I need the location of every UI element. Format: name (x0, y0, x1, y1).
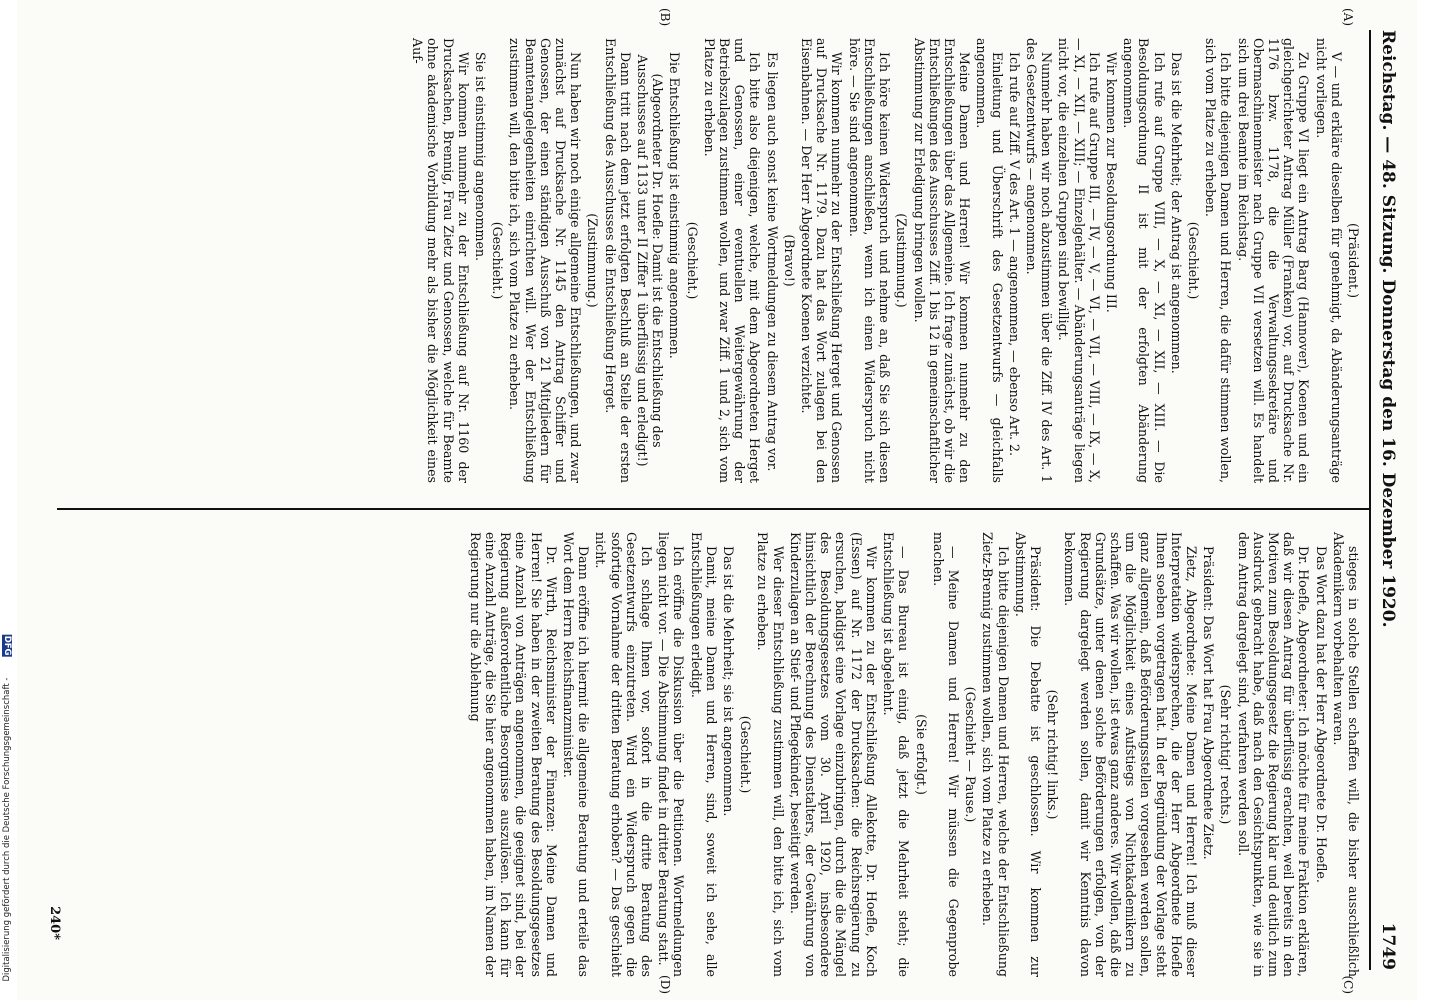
paragraph: Ich rufe auf Gruppe III, — IV, — V, — VI, — VII, — VIII, — IX, — X, — XI, — XII, — XIII; — Einzelgehälter. — Abänderungsanträge liegen nicht vor, die einzelnen Gruppen sind bewilligt. (1056, 38, 1102, 483)
paragraph: (Abgeordneter Dr. Hoefle: Damit ist die Entschließung des Ausschusses auf 1133 unter II Ziffer 1 überflüssig und erledigt!) (635, 54, 666, 467)
paragraph: (Geschieht.) (490, 221, 506, 300)
paragraph: Meine Damen und Herren! Wir kommen nunmehr zu den Entschließungen über das Allgemeine. Ich frage zunächst, ob wir die Entschließungen des Ausschusses Ziff. 1 bis 12 in gemeinschaftlicher Abstimmung zur Erledigung bringen wollen. (911, 38, 973, 483)
paragraph: Nunmehr haben wir noch abzustimmen über die Ziff. IV des Art. 1 des Gesetzentwurfs — angenommen. (1023, 38, 1055, 483)
paragraph: Ich rufe auf Ziff. V des Art. 1 — angenommen, — ebenso Art. 2. (1006, 52, 1022, 457)
paragraph: Präsident: Das Wort hat Frau Abgeordnete Zietz. (1201, 546, 1217, 860)
paragraph: Es liegen auch sonst keine Wortmeldungen zu diesem Antrag vor. (764, 52, 780, 472)
paragraph: (Geschieht — Pause.) (963, 686, 979, 823)
paragraph: (Sie erfolgt.) (913, 714, 929, 795)
paragraph: Einleitung und Überschrift des Gesetzentwurfs — gleichfalls angenommen. (974, 38, 1005, 483)
dfg-logo: DFG (2, 636, 12, 657)
paragraph: Wir kommen zur Besoldungsordnung III. (1103, 52, 1119, 313)
credit-text: Digitalisierung gefördert durch die Deutsche Forschungsgemeinschaft - (2, 678, 12, 982)
paragraph: Ich bitte diejenigen Damen und Herren, welche der Entschließung Zietz-Brennig zustimmen wollen, sich vom Platze zu erheben. (980, 532, 1011, 977)
margin-mark-d: (D) (658, 975, 672, 994)
paragraph: Wir kommen nunmehr zu der Entschließung auf Nr. 1160 der Drucksachen, Brennig, Frau Zietz und Genossen, welche für Beamte ohne akademische Vorbildung mehr als bisher die Möglichkeit eines Auf- (410, 38, 471, 483)
paragraph: Dr. Wirth, Reichsminister der Finanzen: Meine Damen und Herren! Sie haben in der zweiten Beratung des Besoldungsgesetzes eine Anzahl von Anträgen angenommen, die geeignet sind, bei der Regierung außerordentliche Besorgnisse auszulösen. Ich kann für eine Anzahl Anträge, die Sie hier angenommen haben, im Namen der Regierung nur die Ablehnung (467, 532, 559, 977)
right-column (466, 532, 1361, 977)
paragraph: (Geschieht.) (1185, 221, 1201, 300)
margin-mark-b: (B) (658, 8, 672, 27)
paragraph: Nun haben wir noch einige allgemeine Entschließungen, und zwar zunächst auf Drucksache Nr. 1145 den Antrag Schiffer und Genossen, der einen ständigen Ausschuß von 21 Mitgliedern für Beamtenangelegenheiten einrichten will. Wer der Entschließung zustimmen will, den bitte ich, sich vom Platze zu erheben. (507, 38, 584, 483)
margin-mark-c: (C) (1341, 975, 1355, 994)
paragraph: — Das Bureau ist einig, daß jetzt die Mehrheit steht; die Entschließung ist abgelehnt. (881, 532, 912, 977)
paragraph: Ich schlage Ihnen vor, sofort in die dritte Beratung des Gesetzentwurfs einzutreten. Wird ein Widerspruch gegen die sofortige Vornahme der dritten Beratung erhoben? — Das geschieht nicht. (593, 532, 655, 977)
paragraph: (Zustimmung.) (585, 213, 601, 308)
column-divider (57, 508, 1369, 510)
paragraph: Die Entschließung ist einstimmig angenommen. (667, 52, 683, 359)
rotated-page (17, 0, 1417, 1000)
paragraph: Dann tritt nach dem jetzt erfolgten Beschluß an Stelle der ersten Entschließung des Ausschusses die Entschließung Herget. (602, 38, 633, 483)
paragraph: Ich bitte diejenigen Damen und Herren, die dafür stimmen wollen, sich vom Platze zu erheben. (1203, 38, 1234, 483)
paragraph: Ich bitte also diejenigen, welche, mit dem Abgeordneten Herget und Genossen, einer eventuellen Weitergewährung der Betriebszulagen zustimmen wollen, und zwar Ziff. 1 und 2, sich vom Platze zu erheben. (701, 38, 763, 483)
paragraph: (Sehr richtig! links.) (1045, 689, 1061, 820)
paragraph: (Präsident.) (1346, 222, 1361, 298)
paragraph: (Sehr richtig! rechts.) (1218, 684, 1234, 825)
paragraph: Wir kommen nunmehr zu der Entschließung Herget und Genossen auf Drucksache Nr. 1179. Dazu hat das Wort zulagen bei den Eisenbahnen. — Der Herr Abgeordnete Koenen verzichtet. (799, 38, 845, 483)
margin-mark-a: (A) (1341, 8, 1355, 27)
header-rule (1369, 30, 1371, 970)
paragraph: Das ist die Mehrheit; der Antrag ist angenommen. (1168, 52, 1184, 374)
paragraph: — Meine Damen und Herren! Wir müssen die Gegenprobe machen. (930, 532, 961, 977)
paragraph: Dann eröffne ich hiermit die allgemeine Beratung und erteile das Wort dem Herrn Reichsfinanzminister. (561, 532, 592, 977)
paragraph: Damit, meine Damen und Herren, sind, soweit ich sehe, alle Entschließungen erledigt. (688, 532, 719, 977)
paragraph: Das ist die Mehrheit; sie ist angenommen. (721, 546, 737, 817)
left-column (408, 38, 1361, 483)
paragraph: (Bravo!) (781, 234, 797, 287)
paragraph: Sie ist einstimmig angenommen. (473, 52, 489, 262)
paragraph: stieges in solche Stellen schaffen will, die bisher ausschließlich Akademikern vorbehalten waren. (1330, 532, 1361, 977)
signature-mark: 240* (47, 906, 62, 940)
paragraph: (Geschieht.) (684, 221, 700, 300)
paragraph: Ich eröffne die Diskussion über die Petitionen. Wortmeldungen liegen nicht vor. — Die Abstimmung findet in dritter Beratung statt. (656, 532, 687, 977)
paragraph: Das Wort dazu hat der Herr Abgeordnete Dr. Hoefle. (1313, 546, 1329, 883)
paragraph: Ich höre keinen Widerspruch und nehme an, daß Sie sich diesen Entschließungen anschließen, wenn ich einen Widerspruch nicht höre. — Sie sind angenommen. (846, 38, 893, 483)
paragraph: Zietz, Abgeordnete: Meine Damen und Herren! Ich muß dieser Interpretation widersprechen, die der Herr Abgeordnete Hoefle Ihnen soeben vorgetragen hat. In der Begründung der Vorlage steht ganz allgemein, daß Beförderungsstellen vorgesehen werden sollen, um die Möglichkeit eines Aufstiegs von Nichtakademikern zu schaffen. Was wir wollen, ist etwas ganz anderes. Wir wollen, daß die Grundsätze, unter denen solche Beförderungen erfolgen, von der Regierung dargelegt werden sollen, damit wir Kenntnis davon bekommen. (1062, 532, 1199, 977)
paragraph: V — und erkläre dieselben für genehmigt, da Abänderungsanträge nicht vorliegen. (1313, 38, 1344, 483)
digitization-credit (0, 0, 14, 1000)
paragraph: Dr. Hoefle, Abgeordneter: Ich möchte für meine Fraktion erklären, daß wir diesen Antrag für überflüssig erachten, weil bereits in den Motiven zum Besoldungsgesetz die Regierung klar und deutlich zum Ausdruck gebracht habe, daß nach den Gesichtspunkten, wie sie in dem Antrag dargelegt sind, verfahren werden soll. (1235, 532, 1312, 977)
running-title: Reichstag. — 48. Sitzung. Donnerstag den 16. Dezember 1920. (1378, 30, 1398, 628)
paragraph: (Geschieht.) (738, 715, 754, 794)
paragraph: Ich rufe auf Gruppe VIII, — X, — XI, — XII, — XIII. — Die Besoldungsordnung II ist mit der erfolgten Abänderung angenommen. (1121, 38, 1167, 483)
page-header (1375, 30, 1401, 970)
page-number: 1749 (1378, 922, 1398, 970)
paragraph: Wir kommen zu der Entschließung Allekotte, Dr. Hoefle, Koch (Essen) auf Nr. 1172 der Drucksachen: die Reichsregierung zu ersuchen, baldigst eine Vorlage einzubringen, durch die die Mängel des Besoldungsgesetzes vom 30. April 1920, insbesondere hinsichtlich der Berechnung des Dienstalters, der Gewährung von Kinderzulagen an Stief- und Pflegekinder, beseitigt werden. (787, 532, 879, 977)
paragraph: Präsident: Die Debatte ist geschlossen. Wir kommen zur Abstimmung. (1012, 532, 1043, 977)
paragraph: (Zustimmung.) (894, 213, 910, 308)
paragraph: Wer dieser Entschließung zustimmen will, den bitte ich, sich vom Platze zu erheben. (755, 532, 786, 977)
paragraph: Zu Gruppe VI liegt ein Antrag Barg (Hannover), Koenen und ein gleichgerichteter Antrag Müller (Franken) vor, auf Drucksache Nr. 1176 bzw. 1178, die die Verwaltungssekretäre und Obermaschinenmeister nach Gruppe VII versetzen will. Es handelt sich um drei Beamte im Reichstag. (1235, 38, 1312, 483)
